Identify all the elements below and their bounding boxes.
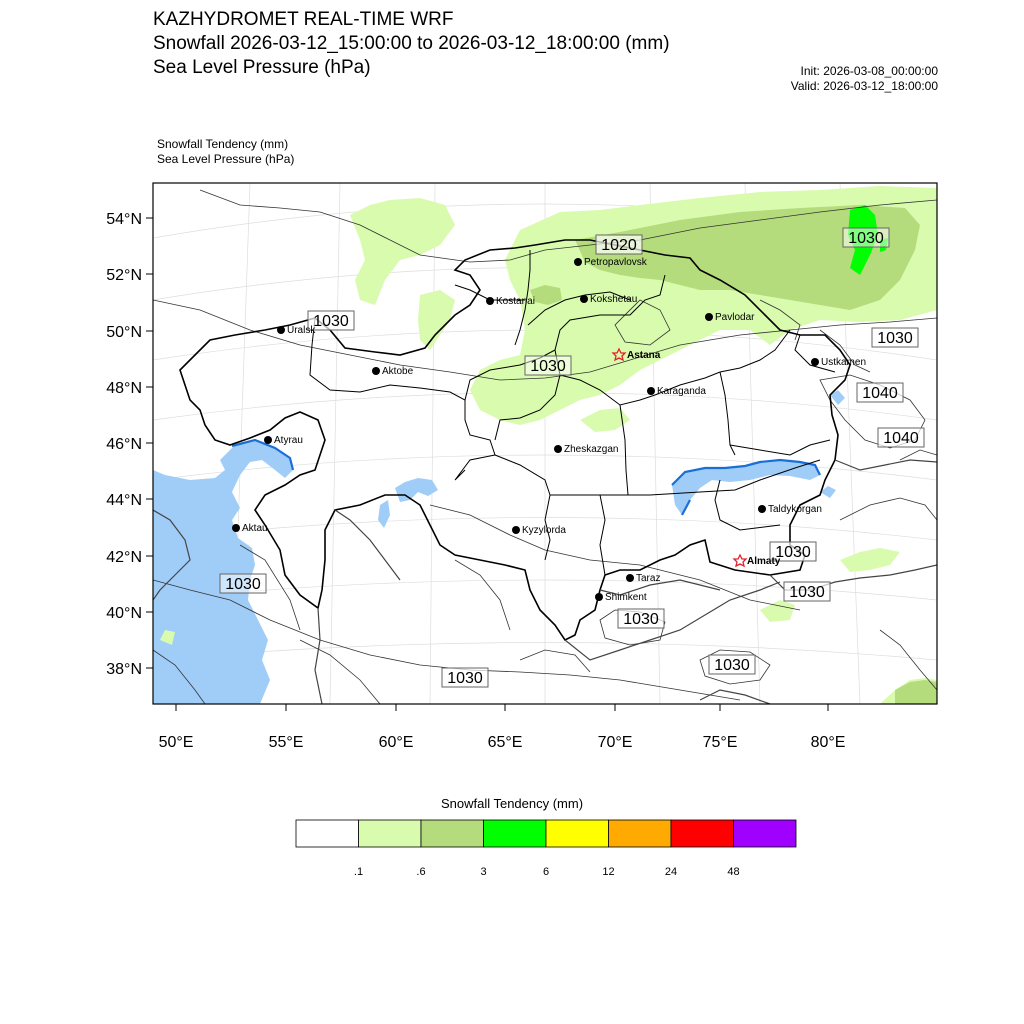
init-time: Init: 2026-03-08_00:00:00 [800, 64, 938, 78]
lat-label: 42°N [106, 549, 142, 566]
lon-label: 50°E [158, 734, 194, 751]
contour-label-box [596, 235, 642, 254]
colorbar-tick-label: 3 [480, 866, 487, 878]
aral-sea [395, 478, 438, 502]
contour-label: 1030 [530, 358, 566, 375]
city-dot-icon [486, 297, 494, 305]
colorbar-swatch [609, 820, 672, 847]
contour-label: 1030 [313, 313, 349, 330]
colorbar-tick-label: .1 [353, 866, 364, 878]
contour-label: 1030 [447, 670, 483, 687]
city-dot-icon [647, 387, 655, 395]
contour-label-box [784, 582, 830, 601]
city-aktobe [372, 366, 414, 377]
city-dot-icon [574, 258, 582, 266]
capital-star-icon [734, 555, 746, 566]
city-dot-icon [372, 367, 380, 375]
city-shimkent [595, 592, 647, 603]
field-label-snowfall: Snowfall Tendency (mm) [157, 137, 289, 151]
city-dot-icon [277, 326, 285, 334]
city-label: Uralsk [287, 325, 316, 336]
colorbar-tick-label: 12 [602, 866, 615, 878]
city-atyrau [264, 435, 303, 446]
city-dot-icon [512, 526, 520, 534]
city-label: Zheskazgan [564, 444, 619, 455]
lat-label: 40°N [106, 605, 142, 622]
city-dot-icon [554, 445, 562, 453]
lon-label: 65°E [487, 734, 523, 751]
city-label: Shimkent [605, 592, 647, 603]
city-zheskazgan [554, 444, 618, 455]
colorbar-swatch [484, 820, 547, 847]
latitude-labels [106, 211, 142, 678]
city-label: Kostanai [496, 296, 535, 307]
contour-label-box [878, 428, 924, 447]
contour-label: 1030 [623, 611, 659, 628]
colorbar-swatch [296, 820, 359, 847]
lon-label: 80°E [810, 734, 846, 751]
lat-label: 50°N [106, 324, 142, 341]
city-kyzylorda [512, 525, 566, 536]
lat-label: 38°N [106, 661, 142, 678]
field-label-pressure: Sea Level Pressure (hPa) [157, 152, 295, 166]
city-label: Taldykorgan [768, 504, 822, 515]
contour-label-box [857, 383, 903, 402]
city-ustkamen [811, 357, 866, 368]
contour-label: 1030 [714, 657, 750, 674]
contour-label: 1020 [601, 237, 637, 254]
map-subtitle-snowfall: Snowfall 2026-03-12_15:00:00 to 2026-03-12_18:00:00 (mm) [153, 33, 670, 54]
lat-label: 46°N [106, 436, 142, 453]
city-taraz [626, 573, 660, 584]
lat-label: 54°N [106, 211, 142, 228]
city-kostanai [486, 296, 535, 307]
city-uralsk [277, 325, 316, 336]
contour-label-box [709, 655, 755, 674]
contour-label: 1030 [225, 576, 261, 593]
lon-label: 55°E [268, 734, 304, 751]
contour-label-box [872, 328, 918, 347]
city-dot-icon [626, 574, 634, 582]
longitude-labels [159, 734, 846, 751]
lat-label: 52°N [106, 267, 142, 284]
colorbar-title: Snowfall Tendency (mm) [440, 796, 584, 811]
city-taldykorgan [758, 504, 822, 515]
city-label: Pavlodar [715, 312, 755, 323]
city-label: Aktau [242, 523, 268, 534]
lat-label: 48°N [106, 380, 142, 397]
city-label: Taraz [636, 573, 661, 584]
contour-label: 1040 [862, 385, 898, 402]
contour-label: 1030 [848, 230, 884, 247]
colorbar-swatch [421, 820, 484, 847]
city-petropavlovsk [574, 257, 648, 268]
city-label: Petropavlovsk [584, 257, 647, 268]
contour-label-box [442, 668, 488, 687]
contour-label-box [220, 574, 266, 593]
contour-label: 1040 [883, 430, 919, 447]
contour-label: 1030 [877, 330, 913, 347]
colorbar-tick-label: 24 [664, 866, 678, 878]
colorbar-tick-label: 48 [727, 866, 740, 878]
colorbar-swatch [546, 820, 609, 847]
city-dot-icon [758, 505, 766, 513]
city-label: Karaganda [657, 386, 706, 397]
city-label: Ustkamen [821, 357, 867, 368]
map-content [153, 183, 937, 704]
lon-label: 60°E [378, 734, 414, 751]
lon-label: 75°E [702, 734, 738, 751]
map-title: KAZHYDROMET REAL-TIME WRF [153, 9, 454, 30]
lat-label: 44°N [106, 492, 142, 509]
city-label: Almaty [747, 556, 781, 567]
valid-time: Valid: 2026-03-12_18:00:00 [790, 79, 938, 93]
colorbar-tick-label: .6 [416, 866, 426, 878]
contour-label-box [618, 609, 664, 628]
city-dot-icon [264, 436, 272, 444]
contour-label-box [525, 356, 571, 375]
lon-label: 70°E [597, 734, 633, 751]
map-subtitle-pressure: Sea Level Pressure (hPa) [153, 57, 371, 78]
city-label: Astana [627, 350, 661, 361]
city-label: Aktobe [382, 366, 414, 377]
city-dot-icon [580, 295, 588, 303]
city-karaganda [647, 386, 706, 397]
contour-label: 1030 [789, 584, 825, 601]
city-label: Kokshetau [590, 294, 638, 305]
city-dot-icon [811, 358, 819, 366]
city-label: Kyzylorda [522, 525, 566, 536]
contour-label: 1030 [775, 544, 811, 561]
colorbar-swatch [359, 820, 422, 847]
city-label: Atyrau [274, 435, 303, 446]
contour-label-box [843, 228, 889, 247]
colorbar [296, 820, 796, 847]
colorbar-swatch [671, 820, 734, 847]
city-dot-icon [595, 593, 603, 601]
city-almaty [734, 555, 781, 567]
colorbar-tick-label: 6 [542, 866, 550, 878]
city-dot-icon [232, 524, 240, 532]
city-aktau [232, 523, 268, 534]
colorbar-swatch [734, 820, 797, 847]
city-dot-icon [705, 313, 713, 321]
colorbar-labels [0, 866, 1024, 886]
